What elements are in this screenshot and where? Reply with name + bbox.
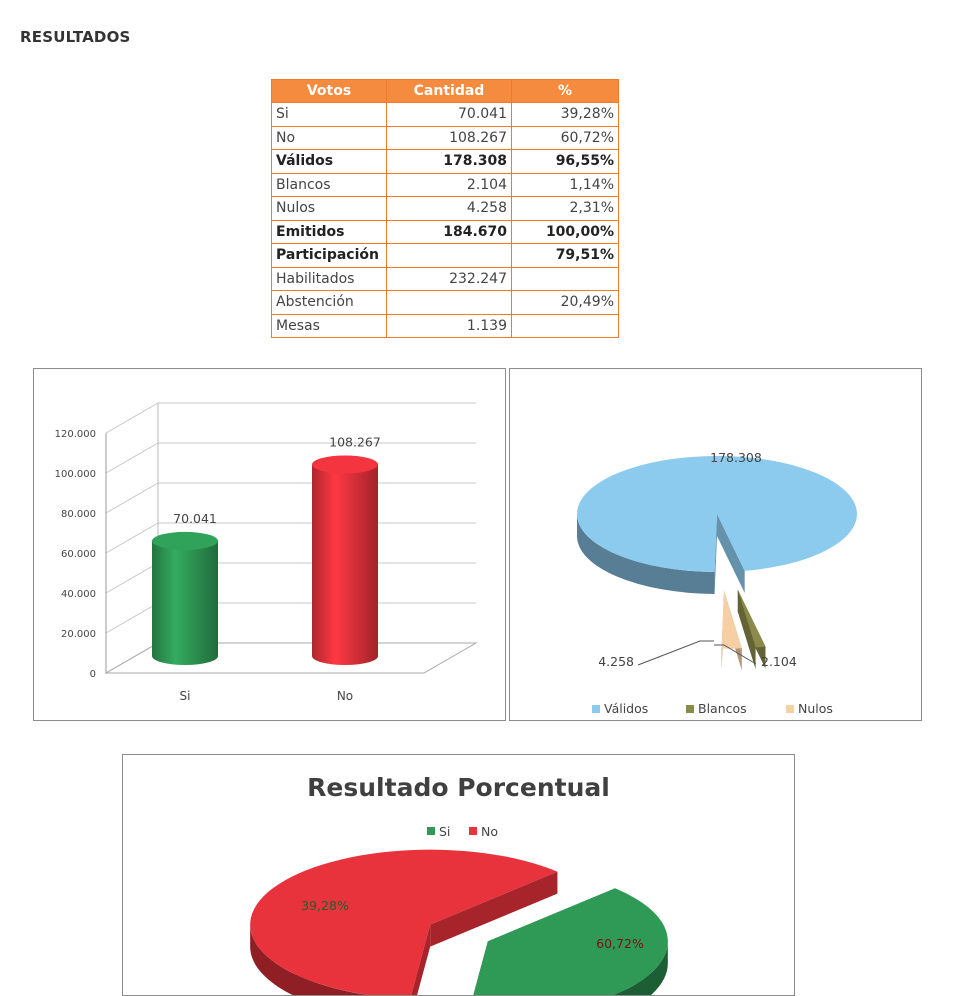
col-header-cantidad: Cantidad [387, 80, 512, 103]
leader-line [638, 641, 714, 665]
row-pct: 96,55% [512, 150, 619, 174]
table-row [272, 314, 619, 338]
col-header-votos: Votos [272, 80, 387, 103]
percent-pie-chart [123, 755, 794, 995]
row-label: Nulos [272, 197, 387, 221]
row-cantidad [387, 244, 512, 268]
legend-item-si [427, 824, 450, 839]
row-cantidad: 70.041 [387, 103, 512, 127]
pie-value-label: 4.258 [598, 654, 634, 669]
row-label: Válidos [272, 150, 387, 174]
pie-chart-panel [509, 368, 922, 721]
legend-label: Si [439, 824, 451, 839]
row-label: Participación [272, 244, 387, 268]
chart-title: Resultado Porcentual [307, 773, 610, 802]
side-gridline [106, 603, 158, 633]
row-cantidad: 1.139 [387, 314, 512, 338]
legend-item-no [469, 824, 498, 839]
row-label: Abstención [272, 291, 387, 315]
row-pct [512, 314, 619, 338]
side-gridline [106, 403, 158, 433]
table-header-row [272, 80, 619, 103]
row-cantidad: 2.104 [387, 173, 512, 197]
bar-chart-panel [33, 368, 506, 721]
validos-pie-chart [510, 369, 921, 720]
bar-top [312, 455, 378, 473]
row-pct: 100,00% [512, 220, 619, 244]
bar-body [152, 541, 218, 665]
table-row [272, 291, 619, 315]
bar-no [312, 455, 378, 665]
table-row [272, 173, 619, 197]
pie-value-label: 39,28% [301, 898, 349, 913]
side-gridline [106, 523, 158, 553]
legend-swatch [592, 705, 600, 713]
table-row [272, 150, 619, 174]
table-row [272, 267, 619, 291]
row-pct: 2,31% [512, 197, 619, 221]
row-cantidad: 184.670 [387, 220, 512, 244]
slice-top [577, 456, 857, 572]
legend-item-válidos [592, 701, 648, 716]
row-pct: 1,14% [512, 173, 619, 197]
legend-label: No [481, 824, 498, 839]
row-pct: 39,28% [512, 103, 619, 127]
bar-si [152, 532, 218, 665]
row-label: Emitidos [272, 220, 387, 244]
table-row [272, 220, 619, 244]
page-heading: RESULTADOS [20, 28, 131, 46]
side-gridline [106, 563, 158, 593]
legend-swatch [686, 705, 694, 713]
results-table [271, 79, 619, 338]
row-cantidad: 108.267 [387, 126, 512, 150]
y-tick-label: 120.000 [54, 429, 96, 440]
row-label: Blancos [272, 173, 387, 197]
row-label: Mesas [272, 314, 387, 338]
row-pct: 79,51% [512, 244, 619, 268]
row-label: No [272, 126, 387, 150]
table-row [272, 103, 619, 127]
y-tick-label: 100.000 [54, 469, 96, 480]
bar-top [152, 532, 218, 550]
bar-value-label: 70.041 [173, 510, 217, 526]
legend-item-nulos [786, 701, 833, 716]
col-header-pct: % [512, 80, 619, 103]
table-row [272, 126, 619, 150]
row-cantidad: 4.258 [387, 197, 512, 221]
legend-label: Válidos [604, 701, 649, 716]
y-tick-label: 20.000 [61, 629, 96, 640]
row-cantidad: 232.247 [387, 267, 512, 291]
table-row [272, 197, 619, 221]
row-pct: 20,49% [512, 291, 619, 315]
pie-value-label: 60,72% [596, 936, 644, 951]
row-cantidad: 178.308 [387, 150, 512, 174]
bar-value-label: 108.267 [329, 434, 381, 450]
pie-slice-válidos [577, 456, 857, 594]
x-tick-label: Si [179, 689, 191, 703]
side-gridline [106, 483, 158, 513]
side-gridline [106, 443, 158, 473]
row-label: Si [272, 103, 387, 127]
row-label: Habilitados [272, 267, 387, 291]
row-cantidad [387, 291, 512, 315]
y-tick-label: 60.000 [61, 549, 96, 560]
y-tick-label: 40.000 [61, 589, 96, 600]
legend-swatch [427, 827, 435, 835]
table-row [272, 244, 619, 268]
pie-value-label: 2.104 [761, 654, 797, 669]
bar-chart [34, 369, 505, 720]
y-tick-label: 80.000 [61, 509, 96, 520]
legend-label: Nulos [798, 701, 833, 716]
bar-body [312, 464, 378, 665]
legend-swatch [469, 827, 477, 835]
legend-label: Blancos [698, 701, 747, 716]
x-tick-label: No [336, 689, 354, 703]
legend-swatch [786, 705, 794, 713]
percent-chart-panel [122, 754, 795, 996]
row-pct [512, 267, 619, 291]
row-pct: 60,72% [512, 126, 619, 150]
legend-item-blancos [686, 701, 747, 716]
pie-value-label: 178.308 [710, 450, 762, 465]
y-tick-label: 0 [89, 669, 96, 680]
